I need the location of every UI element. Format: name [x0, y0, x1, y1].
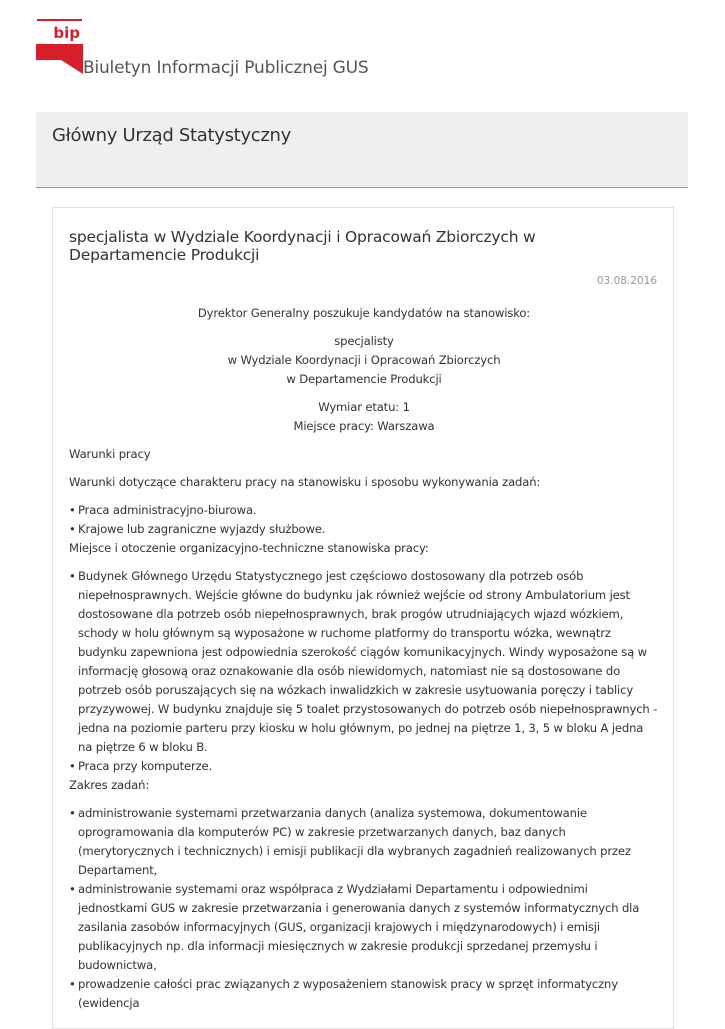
list-item: • Budynek Głównego Urzędu Statystycznego jest częściowo dostosowany dla potrzeb osób niepełnosprawnych. Wejście główne do budynku jak również wejście od strony Ambulatorium jest dostosowane dla potrzeb osób niepełnosprawnych, brak progów utrudniających wjazd wózkiem, schody w holu głównym są wyposażone w ruchome platformy do transportu wózka, wewnątrz budynku zapewniona jest odpowiednia szerokość ciągów komunikacyjnych. Windy wyposażone są w informację głosową oraz oznakowanie dla osób niewidomych, natomiast nie są dostosowane do potrzeb osób poruszających się na wózkach inwalidzkich w zakresie usytuowania poręczy i tablicy przyzywowej. W budynku znajduje się 5 toalet przystosowanych do potrzeb osób niepełnosprawnych - jedna na poziomie parteru przy kiosku w holu głównym, po jednej na piętrze 1, 3, 5 w bloku A jedna na piętrze 6 w bloku B. — [78, 567, 659, 757]
conditions-heading: Warunki pracy — [69, 447, 151, 461]
duties-heading: Zakres zadań: — [69, 778, 150, 792]
conditions-intro: Warunki dotyczące charakteru pracy na stanowisku i sposobu wykonywania zadań: — [69, 475, 541, 489]
employment-text: Wymiar etatu: 1 — [318, 400, 410, 414]
list-item: • administrowanie systemami oraz współpraca z Wydziałami Departamentu i odpowiednimi jednostkami GUS w zakresie przetwarzania i generowania danych z systemów informatycznych dla zasilania zasobów informacyjnych (GUS, organizacji krajowych i międzynarodowych) i emisji publikacyjnych np. dla informacji miesięcznych w zakresie produkcji sprzedanej przemysłu i budownictwa, — [78, 880, 659, 975]
article-body — [69, 304, 659, 1013]
list-item: • Praca przy komputerze. — [78, 757, 659, 776]
place-text: Miejsce pracy: Warszawa — [293, 419, 435, 433]
position-line: w Departamencie Produkcji — [286, 372, 442, 386]
list-item: • Praca administracyjno-biurowa. — [78, 501, 659, 520]
site-name[interactable]: Biuletyn Informacji Publicznej GUS — [83, 58, 369, 78]
position-line: specjalisty — [334, 334, 394, 348]
list-item: • administrowanie systemami przetwarzania danych (analiza systemowa, dokumentowanie oprogramowania dla komputerów PC) w zakresie przetwarzanych danych, baz danych (merytorycznych i technicznych) i emisji publikacji dla wybranych zagadnień realizowanych przez Departament, — [78, 804, 659, 880]
environment-heading: Miejsce i otoczenie organizacyjno-techniczne stanowiska pracy: — [69, 541, 429, 555]
duties-list — [69, 804, 659, 1013]
environment-list — [69, 567, 659, 776]
institution-name[interactable]: Główny Urząd Statystyczny — [52, 125, 291, 146]
article-title: specjalista w Wydziale Koordynacji i Opracowań Zbiorczych w Departamencie Produkcji — [69, 228, 536, 264]
position-line: w Wydziale Koordynacji i Opracowań Zbiorczych — [227, 353, 501, 367]
logo-text: bip — [53, 24, 80, 42]
article-card — [52, 207, 674, 1029]
list-item: • prowadzenie całości prac związanych z wyposażeniem stanowisk pracy w sprzęt informatyczny (ewidencja — [78, 975, 659, 1013]
bip-logo[interactable] — [36, 19, 83, 74]
article-date: 03.08.2016 — [596, 275, 657, 287]
institution-header — [36, 112, 688, 188]
list-item: • Krajowe lub zagraniczne wyjazdy służbowe. — [78, 520, 659, 539]
conditions-list — [69, 501, 659, 539]
intro-text: Dyrektor Generalny poszukuje kandydatów na stanowisko: — [197, 306, 531, 320]
